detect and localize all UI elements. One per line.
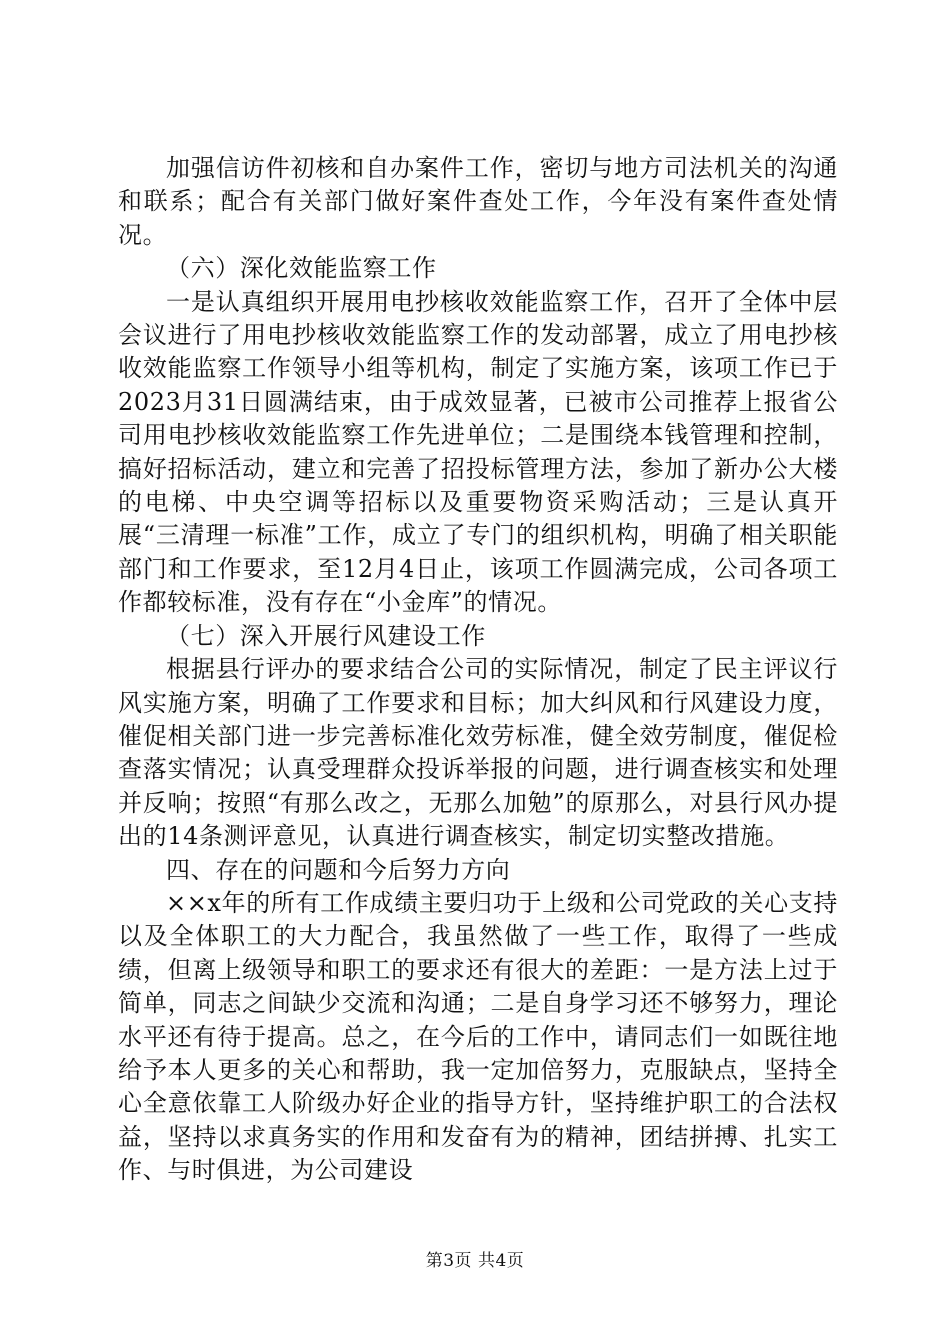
section-heading-problems-direction: 四、存在的问题和今后努力方向 (166, 855, 511, 884)
paragraph-conduct-building: 根据县行评办的要求结合公司的实际情况，制定了民主评议行风实施方案，明确了工作要求和目标；加大纠风和行风建设力度，催促相关部门进一步完善标准化效劳标准，健全效劳制度，催促检查落实情况；认真受理群众投诉举报的问题，进行调查核实和处理并反响；按照“有那么改之，无那么加勉”的原那么，对县行风办提出的14条测评意见，认真进行调查核实，制定切实整改措施。 (118, 655, 838, 851)
paragraph-problems-direction: ××x年的所有工作成绩主要归功于上级和公司党政的关心支持以及全体职工的大力配合，我虽然做了一些工作，取得了一些成绩，但离上级领导和职工的要求还有很大的差距：一是方法上过于简单，同志之间缺少交流和沟通；二是自身学习还不够努力，理论水平还有待于提高。总之，在今后的工作中，请同志们一如既往地给予本人更多的关心和帮助，我一定加倍努力，克服缺点，坚持全心全意依靠工人阶级办好企业的指导方针，坚持维护职工的合法权益，坚持以求真务实的作用和发奋有为的精神，团结拼搏、扎实工作、与时俱进，为公司建设 (118, 888, 838, 1185)
document-body (118, 152, 838, 1188)
paragraph-case-handling: 加强信访件初核和自办案件工作，密切与地方司法机关的沟通和联系；配合有关部门做好案件查处工作，今年没有案件查处情况。 (118, 154, 838, 249)
section-heading-conduct-building: （七）深入开展行风建设工作 (166, 621, 486, 650)
section-heading-efficiency-supervision: （六）深化效能监察工作 (166, 254, 437, 283)
paragraph-efficiency-supervision: 一是认真组织开展用电抄核收效能监察工作，召开了全体中层会议进行了用电抄核收效能监察工作的发动部署，成立了用电抄核收效能监察工作领导小组等机构，制定了实施方案，该项工作已于2023月31日圆满结束，由于成效显著，已被市公司推荐上报省公司用电抄核收效能监察工作先进单位；二是围绕本钱管理和控制，搞好招标活动，建立和完善了招投标管理方法，参加了新办公大楼的电梯、中央空调等招标以及重要物资采购活动；三是认真开展“三清理一标准”工作，成立了专门的组织机构，明确了相关职能部门和工作要求，至12月4日止，该项工作圆满完成，公司各项工作都较标准，没有存在“小金库”的情况。 (118, 287, 838, 617)
page-number-footer: 第3页 共4页 (425, 1251, 525, 1271)
